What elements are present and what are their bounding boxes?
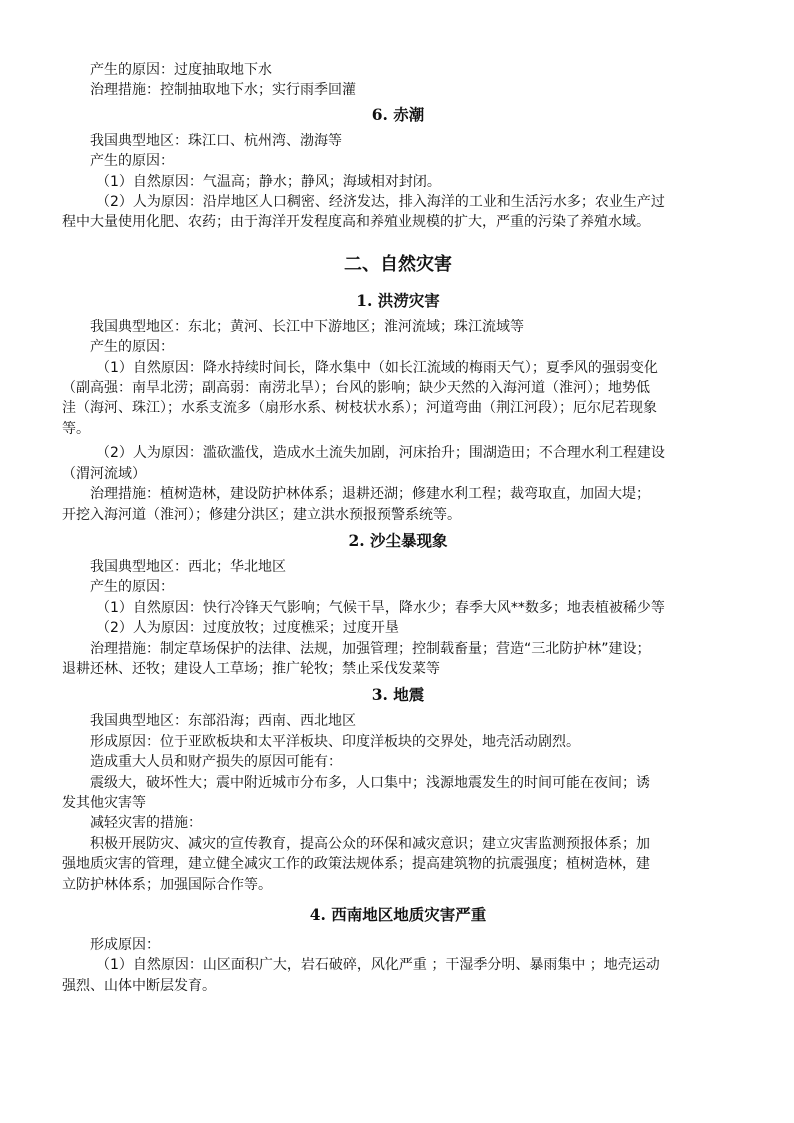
heading-red-tide: 6. 赤潮 (371, 104, 425, 124)
flood-natural-line4: 等。 (62, 420, 90, 437)
southwest-formation-label: 形成原因： (90, 937, 160, 953)
earthquake-reduce-line3: 立防护林体系；加强国际合作等。 (62, 876, 272, 893)
flood-measures-line2: 开挖入海河道（淮河）；修建分洪区；建立洪水预报预警系统等。 (62, 506, 461, 523)
sandstorm-measures-line1: 治理措施：制定草场保护的法律、法规，加强管理；控制载畜量；营造“三北防护林”建设； (90, 640, 651, 657)
earthquake-region: 我国典型地区：东部沿海；西南、西北地区 (90, 713, 356, 730)
flood-cause-label: 产生的原因： (90, 339, 174, 356)
sandstorm-natural: （1）自然原因：快行冷锋天气影响；气候干旱，降水少；春季大风**数多；地表植被稀少等 (96, 599, 665, 616)
red-tide-region: 我国典型地区：珠江口、杭州湾、渤海等 (90, 132, 342, 149)
document-content (62, 60, 734, 996)
earthquake-formation: 形成原因：位于亚欧板块和太平洋板块、印度洋板块的交界处，地壳活动剧烈。 (90, 733, 580, 750)
earthquake-reduce-line2: 强地质灾害的管理，建立健全减灾工作的政策法规体系；提高建筑物的抗震强度；植树造林，建 (62, 856, 650, 873)
earthquake-loss-line1: 震级大，破坏性大；震中附近城市分布多，人口集中；浅源地震发生的时间可能在夜间；诱 (90, 774, 650, 791)
flood-region: 我国典型地区：东北；黄河、长江中下游地区；淮河流域；珠江流域等 (90, 318, 524, 335)
flood-measures-line1: 治理措施：植树造林，建设防护林体系；退耕还湖；修建水利工程；裁弯取直，加固大堤； (90, 486, 650, 503)
flood-natural-line3: 洼（海河、珠江）；水系支流多（扇形水系、树枝状水系）；河道弯曲（荆江河段）；厄尔尼若现象 (62, 400, 657, 417)
sandstorm-measures-line2: 退耕还林、还牧；建设人工草场；推广轮牧；禁止采伐发菜等 (62, 660, 440, 677)
heading-flood: 1. 洪涝灾害 (356, 290, 440, 310)
southwest-natural-line1: （1）自然原因：山区面积广大，岩石破碎，风化严重 ；干湿季分明、暴雨集中 ；地壳运动 (96, 957, 660, 974)
sandstorm-cause-label: 产生的原因： (90, 579, 174, 596)
red-tide-human-line1: （2）人为原因：沿岸地区人口稠密、经济发达，排入海洋的工业和生活污水多；农业生产过 (96, 194, 665, 211)
heading-sandstorm: 2. 沙尘暴现象 (348, 530, 448, 550)
earthquake-loss-label: 造成重大人员和财产损失的原因可能有： (90, 754, 342, 771)
flood-natural-line1: （1）自然原因：降水持续时间长，降水集中（如长江流域的梅雨天气）；夏季风的强弱变化 (96, 359, 658, 376)
flood-natural-line2: （副高强：南旱北涝；副高弱：南涝北旱）；台风的影响；缺少天然的入海河道（淮河）；地势低 (62, 380, 650, 397)
earthquake-loss-line2: 发其他灾害等 (62, 794, 146, 811)
heading-southwest: 4. 西南地区地质灾害严重 (309, 905, 487, 924)
southwest-natural-line2: 强烈、山体中断层发育。 (62, 977, 216, 994)
red-tide-natural: （1）自然原因：气温高；静水；静风；海域相对封闭。 (96, 173, 441, 190)
section-title-natural-disasters: 二、自然灾害 (344, 253, 452, 275)
flood-human-line1: （2）人为原因：滥砍滥伐，造成水土流失加剧，河床抬升；围湖造田；不合理水利工程建设 (96, 445, 665, 462)
red-tide-human-line2: 程中大量使用化肥、农药；由于海洋开发程度高和养殖业规模的扩大，严重的污染了养殖水域。 (62, 214, 650, 231)
heading-earthquake: 3. 地震 (371, 685, 425, 705)
subsidence-measures: 治理措施：控制抽取地下水；实行雨季回灌 (90, 82, 356, 99)
sandstorm-human: （2）人为原因：过度放牧；过度樵采；过度开垦 (96, 620, 399, 637)
earthquake-reduce-label: 减轻灾害的措施： (90, 815, 202, 832)
earthquake-reduce-line1: 积极开展防灾、减灾的宣传教育，提高公众的环保和减灾意识；建立灾害监测预报体系；加 (90, 835, 650, 852)
subsidence-cause: 产生的原因：过度抽取地下水 (90, 62, 272, 78)
sandstorm-region: 我国典型地区：西北；华北地区 (90, 558, 286, 575)
red-tide-cause-label: 产生的原因： (90, 153, 174, 170)
flood-human-line2: （渭河流域） (62, 465, 146, 482)
